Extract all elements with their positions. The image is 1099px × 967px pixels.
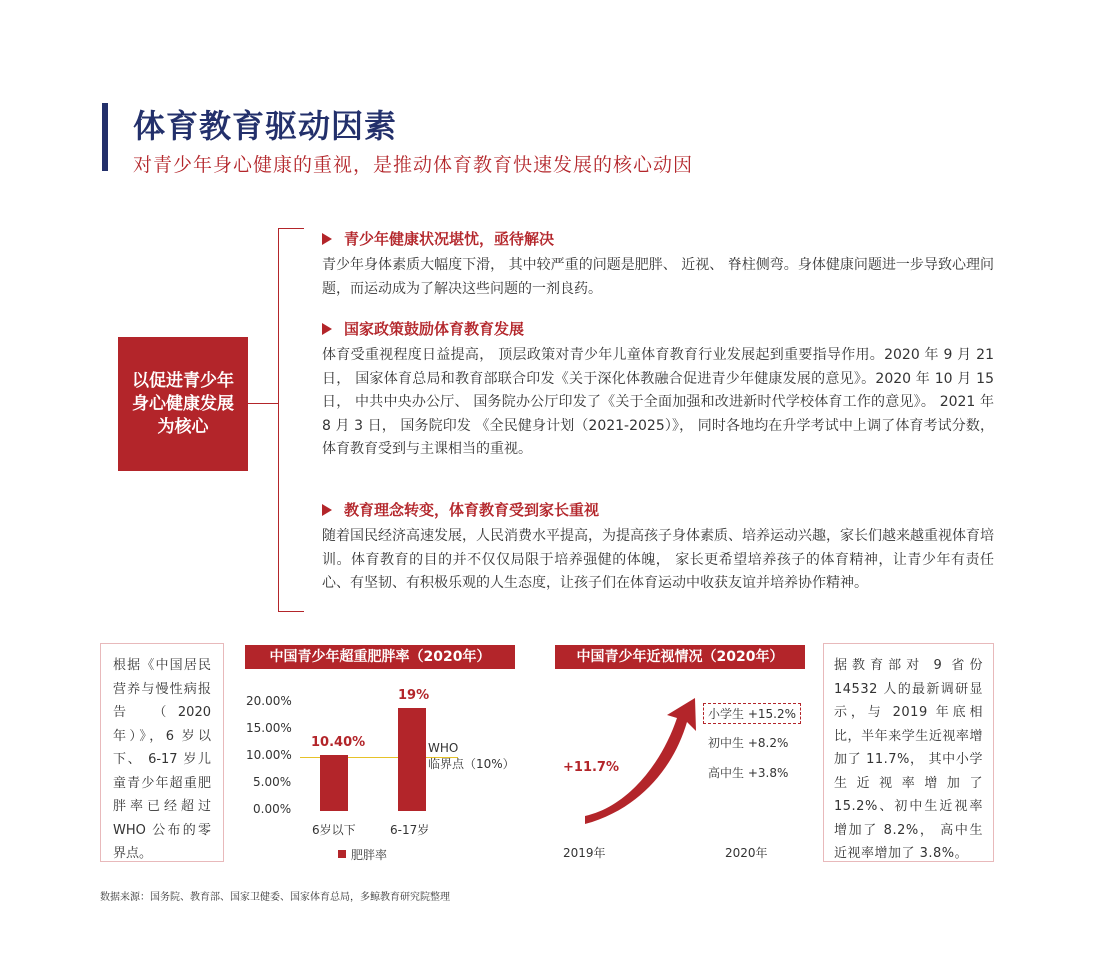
page-subtitle: 对青少年身心健康的重视，是推动体育教育快速发展的核心动因: [133, 154, 694, 176]
section-heading-parents: [322, 499, 599, 520]
core-line-3: 为核心: [157, 416, 209, 437]
y-tick-label: 20.00%: [246, 694, 292, 708]
core-line-2: 身心健康发展: [132, 393, 234, 414]
obesity-chart: [240, 688, 540, 863]
y-tick-label: 10.00%: [246, 748, 292, 762]
myopia-chart-title: 中国青少年近视情况（2020年）: [555, 645, 805, 669]
bar-value-label: 19%: [398, 688, 430, 704]
obesity-note-box: 根据《中国居民营养与慢性病报告 （2020 年）》，6 岁以下、 6-17 岁儿童青少年超重肥胖率已经超过 WHO 公布的零界点。: [100, 643, 224, 862]
triangle-bullet-icon: [322, 233, 332, 245]
bar-6-17: [398, 708, 426, 811]
bar-under-6: [320, 755, 348, 811]
triangle-bullet-icon: [322, 504, 332, 516]
myopia-note-box: 据教育部对 9 省份 14532 人的最新调研显示，与 2019 年底相比，半年来学生近视率增加了 11.7%， 其中小学生近视率增加了 15.2%、初中生近视率增加了 8.2%， 高中生近视率增加了 3.8%。: [823, 643, 994, 862]
y-tick-label: 0.00%: [253, 802, 292, 816]
myopia-primary: 小学生 +15.2%: [703, 703, 801, 724]
page-title: 体育教育驱动因素: [133, 107, 398, 145]
section-heading-text: 教育理念转变，体育教育受到家长重视: [344, 501, 600, 519]
x-label-2020: 2020年: [725, 846, 768, 860]
who-label-line: WHO: [428, 741, 459, 755]
myopia-high: 高中生 +3.8%: [708, 766, 789, 780]
triangle-bullet-icon: [322, 323, 332, 335]
section-heading-policy: [322, 318, 524, 339]
myopia-chart: [555, 688, 815, 863]
myopia-middle: 初中生 +8.2%: [708, 736, 789, 750]
y-tick-label: 15.00%: [246, 721, 292, 735]
legend-label: 肥胖率: [351, 848, 388, 862]
title-accent-bar: [102, 103, 108, 171]
bar-value-label: 10.40%: [311, 734, 366, 750]
x-label-2019: 2019年: [563, 846, 606, 860]
section-body-health: 青少年身体素质大幅度下滑， 其中较严重的问题是肥胖、 近视、 脊柱侧弯。身体健康问题进一步导致心理问题，而运动成为了解决这些问题的一剂良药。: [322, 257, 994, 297]
obesity-chart-title: 中国青少年超重肥胖率（2020年）: [245, 645, 515, 669]
core-theme-box: [118, 337, 248, 471]
x-category-label: 6岁以下: [312, 823, 356, 837]
sections-bracket: [278, 228, 304, 612]
section-heading-text: 青少年健康状况堪忧，亟待解决: [344, 230, 555, 248]
section-heading-text: 国家政策鼓励体育教育发展: [344, 320, 525, 338]
section-body-policy: 体育受重视程度日益提高， 顶层政策对青少年儿童体育教育行业发展起到重要指导作用。2020 年 9 月 21 日， 国家体育总局和教育部联合印发《关于深化体教融合促进青少年健康发展的意见》。2020 年 10 月 15 日， 中共中央办公厅、 国务院办公厅印发了《关于全面加强和改进新时代学校体育工作的意见》。 2021 年 8 月 3 日， 国务院印发 《全民健身计划（2021-2025）》， 同时各地均在升学考试中上调了体育考试分数，体育教育受到与主课相当的重视。: [322, 347, 994, 457]
data-source: 数据来源：国务院、教育部、国家卫健委、国家体育总局，多鲸教育研究院整理: [100, 892, 450, 903]
section-heading-health: [322, 228, 554, 249]
legend-swatch: [338, 850, 346, 858]
overall-change-label: +11.7%: [563, 760, 619, 775]
who-label-line: 临界点（10%）: [428, 757, 515, 771]
core-line-1: 以促进青少年: [132, 370, 234, 391]
core-connector-line: [248, 403, 278, 404]
rising-arrow-icon: [555, 688, 705, 828]
x-category-label: 6-17岁: [390, 823, 430, 837]
section-body-parents: 随着国民经济高速发展，人民消费水平提高，为提高孩子身体素质、培养运动兴趣，家长们越来越重视体育培训。体育教育的目的并不仅仅局限于培养强健的体魄， 家长更希望培养孩子的体育精神，让青少年有责任心、有坚韧、有积极乐观的人生态度，让孩子们在体育运动中收获友谊并培养协作精神。: [322, 528, 994, 591]
who-threshold-label: [428, 740, 515, 772]
y-tick-label: 5.00%: [253, 775, 292, 789]
